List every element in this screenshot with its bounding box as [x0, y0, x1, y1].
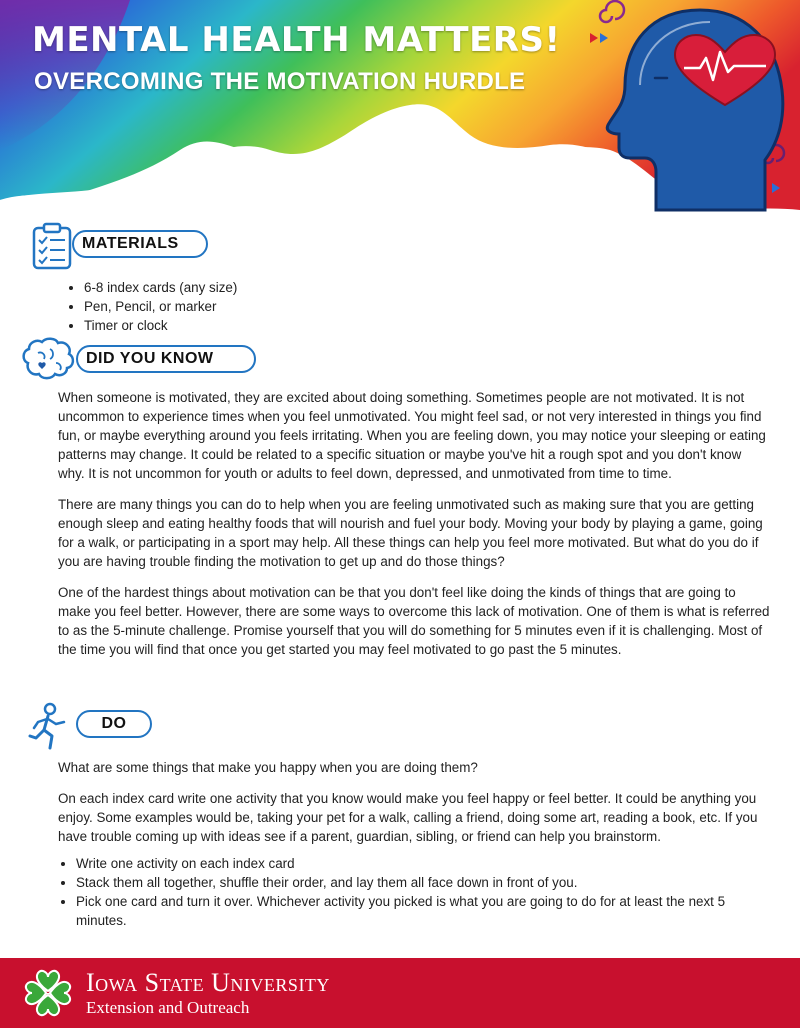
paragraph: One of the hardest things about motivation can be that you don't feel like doing the kinds of things that are going to make you feel better. However, there are some ways to overcome this lack of motivation. One of them is what is referred to as the 5-minute challenge. Promise yourself that you will do something for 5 minutes even if it is challenging. Most of the time you will find that once you get started you may feel motivated to go past the 5 minutes.	[58, 585, 770, 657]
do-body	[58, 758, 770, 930]
svg-text:H: H	[44, 989, 52, 999]
checklist-icon	[30, 222, 76, 272]
question: What are some things that make you happy when you are doing them?	[58, 760, 478, 775]
university-name: Iowa State University	[86, 968, 330, 997]
paragraph: There are many things you can do to help when you are feeling unmotivated such as making sure that you are getting enough sleep and eating healthy foods that will nourish and fuel your body. Moving your body by playing a game, going for a walk, or participating in a sport may help. All these things can help you feel more motivated. But what do you do if you are having trouble finding the motivation to get up and do those things?	[58, 497, 763, 569]
running-person-icon	[26, 702, 76, 752]
page-subtitle: OVERCOMING THE MOTIVATION HURDLE	[34, 68, 526, 95]
do-heading: DO	[76, 710, 152, 738]
list-item: • Timer or clock	[84, 316, 237, 335]
header-banner	[0, 0, 800, 220]
materials-heading: MATERIALS	[72, 230, 208, 258]
list-item: • 6-8 index cards (any size)	[84, 278, 237, 297]
list-item: • Stack them all together, shuffle their order, and lay them all face down in front of you.	[76, 873, 770, 892]
did-you-know-header	[20, 337, 250, 387]
do-header	[26, 702, 146, 752]
page-title: MENTAL HEALTH MATTERS!	[32, 20, 561, 60]
paragraph: When someone is motivated, they are excited about doing something. Sometimes people are not motivated. It is not uncommon to experience times when you feel unmotivated. You might feel sad, or not very interested in things you find fun, or maybe everything around you feels irritating. When you are feeling down, you may notice your sleeping or eating patterns may change. It could be related to a specific situation or maybe you've hit a rough spot and you don't know why. It is not uncommon for youth or adults to feel down, depressed, and unmotivated from time to time.	[58, 390, 766, 481]
four-leaf-clover-icon	[20, 965, 76, 1021]
materials-list	[66, 278, 237, 335]
did-you-know-body	[58, 388, 770, 671]
did-you-know-heading: DID YOU KNOW	[76, 345, 256, 373]
list-item: • Pick one card and turn it over. Whichever activity you picked is what you are going to do for at least the next 5 minutes.	[76, 892, 770, 930]
list-item: • Pen, Pencil, or marker	[84, 297, 237, 316]
materials-header	[30, 222, 220, 272]
brain-icon	[20, 337, 76, 383]
list-item: • Write one activity on each index card	[76, 854, 770, 873]
instructions: On each index card write one activity that you know would make you feel happy or feel better. It could be anything you enjoy. Some examples would be, taking your pet for a walk, calling a friend, doing some art, reading a book, etc. If you have trouble coming up with ideas see if a parent, guardian, sibling, or friend can help you brainstorm.	[58, 791, 758, 844]
university-unit: Extension and Outreach	[86, 998, 250, 1017]
do-steps-list	[58, 854, 770, 930]
footer-bar	[0, 958, 800, 1028]
